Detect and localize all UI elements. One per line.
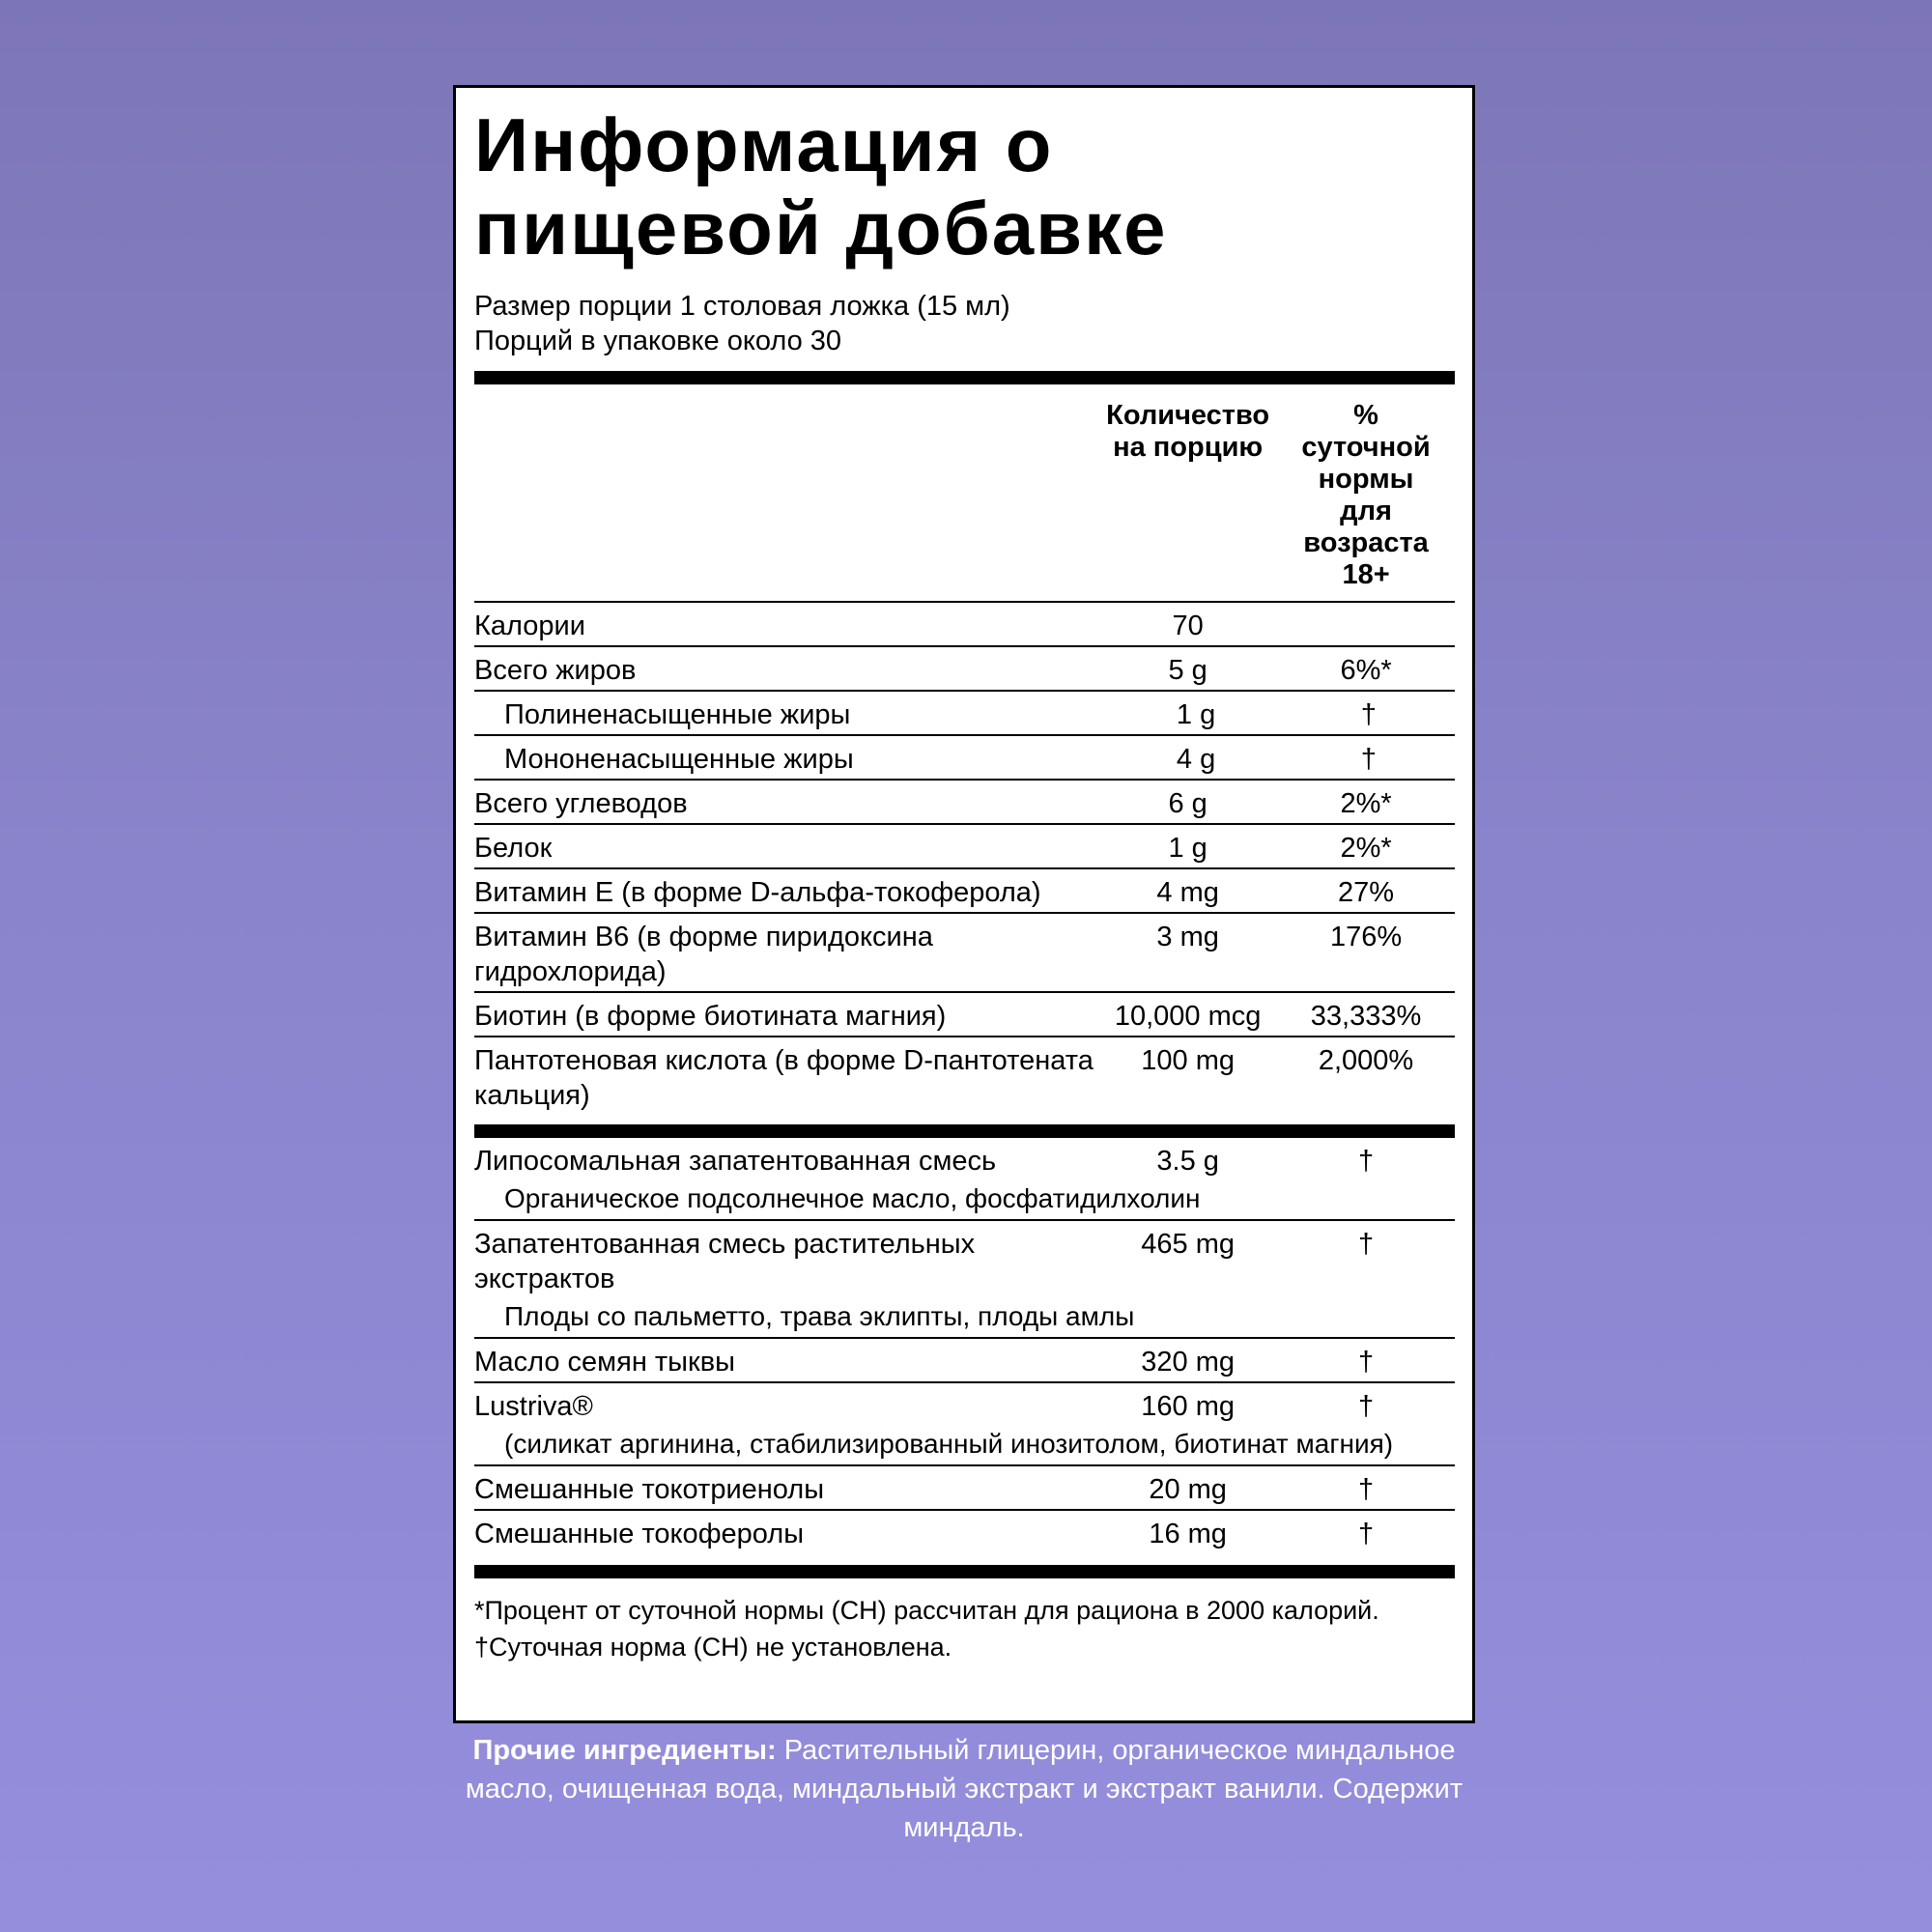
nutrient-amount: 1 g: [1168, 833, 1208, 864]
ingredient-amount: 16 mg: [1149, 1519, 1227, 1549]
nutrient-name: Всего углеводов: [474, 788, 688, 819]
ingredient-name: Смешанные токоферолы: [474, 1519, 805, 1549]
ingredient-daily-value: †: [1357, 1146, 1375, 1177]
ingredient-name: Смешанные токотриенолы: [474, 1474, 825, 1505]
nutrient-name: Всего жиров: [474, 655, 637, 686]
ingredient-name: Масло семян тыквы: [474, 1347, 735, 1378]
serving-size: Размер порции 1 столовая ложка (15 мл): [474, 291, 1010, 322]
ingredient-amount: 465 mg: [1141, 1229, 1235, 1260]
footnote-daily-value: *Процент от суточной нормы (СН) рассчитан для рациона в 2000 калорий.: [474, 1596, 1379, 1625]
other-ingredients-label: Прочие ингредиенты:: [472, 1735, 777, 1766]
nutrient-row: [474, 736, 1455, 779]
ingredient-row: [474, 1339, 1455, 1381]
panel-title: [474, 103, 1455, 270]
nutrient-amount: 5 g: [1168, 655, 1208, 686]
nutrient-name: Витамин B6 (в форме пиридоксина гидрохлорида): [474, 922, 933, 987]
nutrient-amount: 10,000 mcg: [1114, 1001, 1262, 1032]
nutrient-daily-value: 2,000%: [1318, 1045, 1414, 1076]
amount-header: Количество на порцию: [1106, 400, 1270, 463]
nutrient-amount: 70: [1172, 611, 1204, 641]
ingredient-name: Lustriva®: [474, 1391, 593, 1422]
daily-value-header: % суточной нормы для возраста 18+: [1301, 400, 1431, 590]
nutrient-amount: 4 g: [1176, 744, 1216, 775]
nutrient-row: [474, 825, 1455, 867]
blend-list: [474, 1138, 1455, 1553]
nutrient-amount: 6 g: [1168, 788, 1208, 819]
nutrient-name: Витамин E (в форме D-альфа-токоферола): [474, 877, 1041, 908]
nutrient-row: [474, 869, 1455, 912]
ingredient-row: [474, 1221, 1455, 1298]
nutrient-amount: 1 g: [1176, 699, 1216, 730]
ingredient-row: [474, 1138, 1455, 1180]
footnotes: [474, 1578, 1455, 1665]
ingredient-amount: 20 mg: [1149, 1474, 1227, 1505]
serving-info: [474, 289, 1455, 358]
ingredient-row: [474, 1466, 1455, 1509]
servings-per-container: Порций в упаковке около 30: [474, 326, 842, 356]
nutrient-row: [474, 692, 1455, 734]
nutrient-daily-value: 2%*: [1340, 788, 1392, 819]
ingredient-daily-value: †: [1357, 1519, 1375, 1549]
nutrient-daily-value: 27%: [1338, 877, 1395, 908]
ingredient-daily-value: †: [1357, 1229, 1375, 1260]
other-ingredients-text: Растительный глицерин, органическое миндальное масло, очищенная вода, миндальный экстракт и экстракт ванили. Содержит миндаль.: [465, 1735, 1463, 1843]
nutrient-name: Калории: [474, 611, 585, 641]
title-line-2: пищевой добавке: [474, 185, 1168, 270]
nutrient-name: Белок: [474, 833, 553, 864]
nutrient-row: [474, 603, 1455, 645]
nutrient-name: Биотин (в форме биотината магния): [474, 1001, 947, 1032]
ingredient-daily-value: †: [1357, 1391, 1375, 1422]
nutrient-row: [474, 914, 1455, 991]
nutrient-amount: 3 mg: [1156, 922, 1219, 952]
ingredient-amount: 160 mg: [1141, 1391, 1235, 1422]
nutrient-row: [474, 781, 1455, 823]
table-header: [474, 384, 1455, 601]
ingredient-name: Липосомальная запатентованная смесь: [474, 1146, 997, 1177]
nutrient-daily-value: †: [1360, 744, 1377, 775]
nutrient-name: Пантотеновая кислота (в форме D-пантотената кальция): [474, 1045, 1094, 1111]
nutrient-amount: 4 mg: [1156, 877, 1219, 908]
nutrient-row: [474, 647, 1455, 690]
thick-divider: [474, 1124, 1455, 1138]
ingredient-daily-value: †: [1357, 1347, 1375, 1378]
ingredient-row: [474, 1383, 1455, 1426]
title-line-1: Информация о: [474, 102, 1054, 187]
ingredient-components: (силикат аргинина, стабилизированный инозитолом, биотинат магния): [504, 1429, 1394, 1459]
ingredient-amount: 320 mg: [1141, 1347, 1235, 1378]
ingredient-name: Запатентованная смесь растительных экстрактов: [474, 1229, 976, 1294]
thick-divider: [474, 1565, 1455, 1578]
ingredient-components: Органическое подсолнечное масло, фосфатидилхолин: [504, 1183, 1201, 1213]
ingredient-daily-value: †: [1357, 1474, 1375, 1505]
nutrient-daily-value: 2%*: [1340, 833, 1392, 864]
nutrient-daily-value: 6%*: [1340, 655, 1392, 686]
ingredient-components: Плоды со пальметто, трава эклипты, плоды амлы: [504, 1301, 1135, 1331]
nutrient-daily-value: 33,333%: [1310, 1001, 1422, 1032]
nutrient-row: [474, 1037, 1455, 1115]
nutrient-name: Полиненасыщенные жиры: [504, 699, 851, 730]
footnote-not-established: †Суточная норма (СН) не установлена.: [474, 1633, 952, 1662]
nutrient-daily-value: †: [1360, 699, 1377, 730]
nutrient-row: [474, 993, 1455, 1036]
nutrient-amount: 100 mg: [1141, 1045, 1235, 1076]
supplement-facts-panel: [453, 85, 1475, 1723]
nutrient-name: Мононенасыщенные жиры: [504, 744, 854, 775]
ingredient-amount: 3.5 g: [1156, 1146, 1219, 1177]
ingredient-row: [474, 1511, 1455, 1553]
nutrient-list: [474, 601, 1455, 1115]
other-ingredients: [453, 1731, 1475, 1847]
nutrient-daily-value: 176%: [1329, 922, 1403, 952]
thick-divider: [474, 371, 1455, 384]
